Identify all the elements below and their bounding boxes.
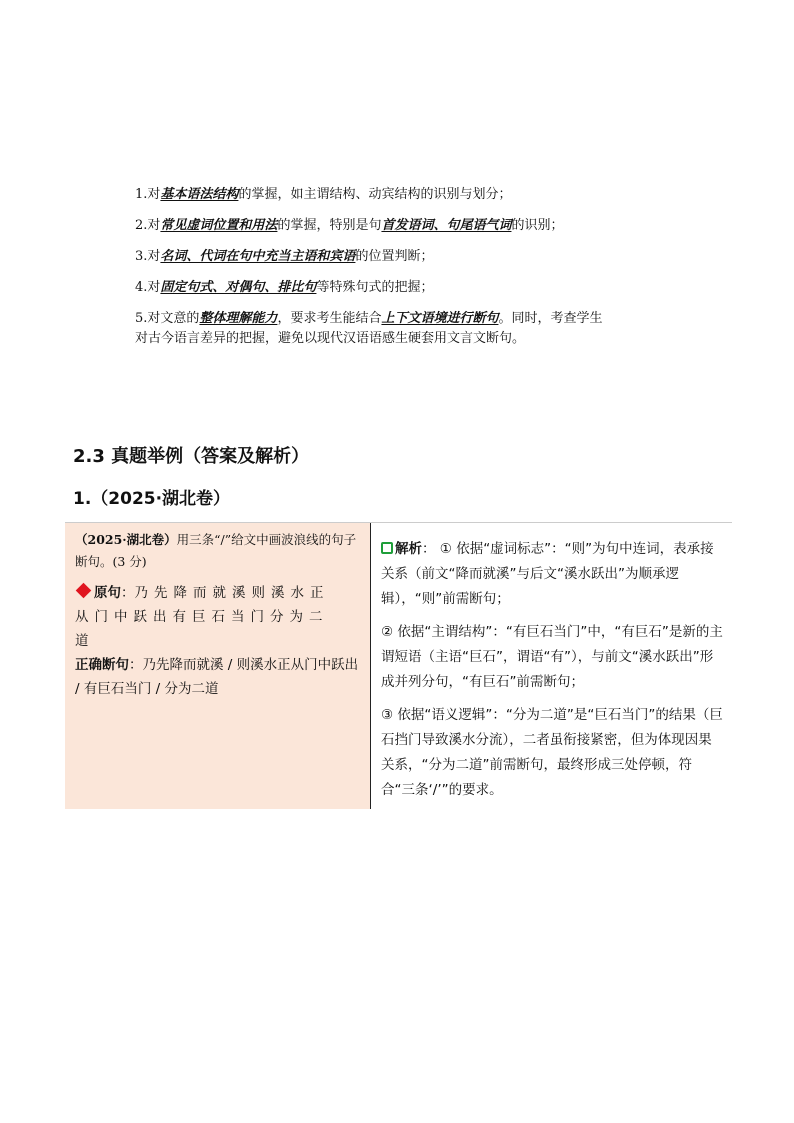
item-number: 2. xyxy=(135,218,148,233)
colon: ： xyxy=(129,657,143,673)
item-text: 对 xyxy=(147,280,161,295)
colon: ： xyxy=(422,541,440,557)
item-continuation: 对古今语言差异的把握，避免以现代汉语语感生硬套用文言文断句。 xyxy=(135,331,526,346)
item-text: 的掌握，特别是句 xyxy=(277,218,382,233)
diamond-icon xyxy=(76,583,92,599)
emphasis-text: 常见虚词位置和用法 xyxy=(160,218,278,233)
question-source: （2025·湖北卷） xyxy=(75,532,177,547)
sub-heading: 1.（2025·湖北卷） xyxy=(73,489,231,509)
item-number: 4. xyxy=(135,280,148,295)
emphasis-text: 首发语词、句尾语气词 xyxy=(381,218,512,233)
item-text: 等特殊句式的把握； xyxy=(316,280,434,295)
analysis-cell xyxy=(371,523,732,809)
analysis-text: ① 依据“虚词标志”：“则”为句中连词，表承接关系（前文“降而就溪”与后文“溪水跃出”为顺承逻辑），“则”前需断句； xyxy=(381,541,714,607)
original-line: 从门中跃出有巨石当门分为二 xyxy=(75,609,329,625)
original-line: 乃先降而就溪则溪水正 xyxy=(134,585,330,601)
item-text: 对 xyxy=(147,218,161,233)
item-text: 对 xyxy=(147,187,161,202)
emphasis-text: 基本语法结构 xyxy=(160,187,239,202)
emphasis-text: 固定句式、对偶句、排比句 xyxy=(160,280,317,295)
item-number: 1. xyxy=(135,187,148,202)
analysis-paragraph: ② 依据“主谓结构”：“有巨石当门”中，“有巨石”是新的主谓短语（主语“巨石”，谓语“有”），与前文“溪水跃出”形成并列分句，“有巨石”前需断句； xyxy=(381,624,723,690)
section-heading: 2.3 真题举例（答案及解析） xyxy=(73,446,310,467)
colon: ： xyxy=(121,585,135,601)
analysis-paragraph xyxy=(381,537,724,612)
item-text: 的识别； xyxy=(511,218,564,233)
example-table xyxy=(65,522,732,809)
list-item xyxy=(135,185,511,205)
emphasis-text: 整体理解能力 xyxy=(199,311,278,326)
original-label: 原句 xyxy=(94,585,121,601)
list-item xyxy=(135,309,602,349)
list-item xyxy=(135,278,433,298)
answer-label: 正确断句 xyxy=(75,657,129,673)
list-item xyxy=(135,247,433,267)
item-text: ，要求考生能结合 xyxy=(277,311,382,326)
original-line: 道 xyxy=(75,633,89,649)
checkbox-icon xyxy=(381,542,393,554)
question-cell xyxy=(65,523,370,809)
answer-value: 乃先降而就溪 / 则溪水正从门中跃出 / 有巨石当门 / 分为二道 xyxy=(75,657,359,697)
answer-text xyxy=(75,653,360,701)
item-text: 的掌握，如主谓结构、动宾结构的识别与划分； xyxy=(238,187,512,202)
item-number: 5. xyxy=(135,311,148,326)
list-item xyxy=(135,216,563,236)
analysis-label: 解析 xyxy=(395,541,422,557)
item-number: 3. xyxy=(135,249,148,264)
question-text xyxy=(75,529,360,573)
original-sentence xyxy=(75,581,360,653)
item-text: 。同时，考查学生 xyxy=(498,311,603,326)
item-text: 对 xyxy=(147,249,161,264)
question-prompt: 用三条“/”给文中画波浪线的句子断句。(3 分) xyxy=(75,532,357,569)
analysis-paragraph: ③ 依据“语义逻辑”：“分为二道”是“巨石当门”的结果（巨石挡门导致溪水分流），二者虽衔接紧密，但为体现因果关系，“分为二道”前需断句，最终形成三处停顿，符合“三条‘/’”的要求。 xyxy=(381,707,723,798)
emphasis-text: 名词、代词在句中充当主语和宾语 xyxy=(160,249,356,264)
emphasis-text: 上下文语境进行断句 xyxy=(381,311,499,326)
item-text: 的位置判断； xyxy=(355,249,434,264)
item-text: 对文意的 xyxy=(147,311,200,326)
